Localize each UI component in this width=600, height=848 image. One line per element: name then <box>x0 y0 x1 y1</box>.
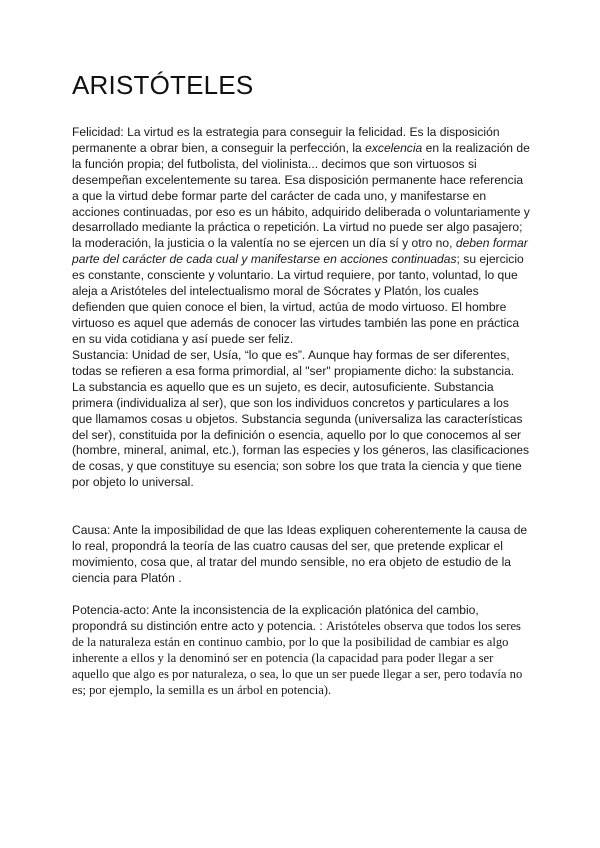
felicidad-text-1: Felicidad: La virtud es la estrategia para conseguir la felicidad. Es la disposición permanente a obrar bien, a conseguir la perfección, la <box>72 125 500 155</box>
paragraph-potencia-acto <box>72 603 530 698</box>
potencia-text-2: Aristóteles observa que todos los seres de la naturaleza están en continuo cambio, por lo que la posibilidad de cambiar es algo inherente a ellos y la denominó ser en potencia (la capacidad para poder llegar a ser aquello que algo es por naturaleza, o sea, lo que un ser puede llegar a ser, pero todavía no es; por ejemplo, la semilla es un árbol en potencia). <box>72 618 523 697</box>
paragraph-sustancia: Sustancia: Unidad de ser, Usía, “lo que es”. Aunque hay formas de ser diferentes, todas se refieren a esa forma primordial, al "ser" propiamente dicho: la substancia. La substancia es aquello que es un sujeto, es decir, autosuficiente. Substancia primera (individualiza al ser), que son los individuos concretos y particulares a los que llamamos cosas u objetos. Substancia segunda (universaliza las características del ser), constituida por la definición o esencia, aquello por lo que conocemos al ser (hombre, mineral, animal, etc.), forman las especies y los géneros, las clasificaciones de cosas, y que constituye su esencia; son sobre los que trata la ciencia y que tiene por objeto lo universal. <box>72 348 530 490</box>
felicidad-text-3: ; su ejercicio es constante, consciente y voluntario. La virtud requiere, por tanto, voluntad, lo que aleja a Aristóteles del intelectualismo moral de Sócrates y Platón, los cuales defienden que quien conoce el bien, la virtud, actúa de modo virtuoso. El hombre virtuoso es aquel que además de conocer las virtudes también las pone en práctica en su vida cotidiana y así puede ser feliz. <box>72 252 524 346</box>
potencia-text-1: Potencia-acto: Ante la inconsistencia de la explicación platónica del cambio, propondrá su distinción entre acto y potencia. : <box>72 603 479 633</box>
paragraph-causa: Causa: Ante la imposibilidad de que las Ideas expliquen coherentemente la causa de lo real, propondrá la teoría de las cuatro causas del ser, que pretende explicar el movimiento, cosa que, al tratar del mundo sensible, no era objeto de estudio de la ciencia para Platón . <box>72 523 528 585</box>
paragraph-felicidad <box>72 125 530 348</box>
felicidad-text-2: en la realización de la función propia; del futbolista, del violinista... decimos que son virtuosos si desempeñan excelentemente su tarea. Esa disposición permanente hace referencia a que la virtud debe formar parte del carácter de cada uno, y manifestarse en acciones continuadas, por eso es un hábito, adquirido deliberada o voluntariamente y desarrollado mediante la práctica o repetición. La virtud no puede ser algo pasajero; la moderación, la justicia o la valentía no se ejercen un día sí y otro no, <box>72 140 530 251</box>
felicidad-emphasis-2: deben formar parte del carácter de cada cual y manifestarse en acciones continuadas <box>72 236 528 267</box>
page-title: ARISTÓTELES <box>72 70 254 100</box>
felicidad-emphasis-1: excelencia <box>365 140 423 155</box>
